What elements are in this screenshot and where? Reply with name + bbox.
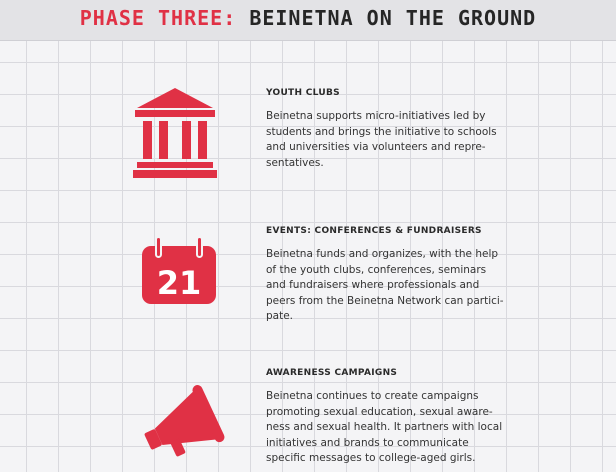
- section-body: Beinetna funds and organizes, with the help of the youth clubs, conferences, seminars and fundraisers where professionals and peers from the Beinetna Network can partici- pate.: [266, 248, 504, 322]
- section-youth-clubs: [266, 88, 516, 171]
- section-body: Beinetna continues to create campaigns promoting sexual education, sexual aware- ness and sexual health. It partners with local initiatives and brands to communicate specific messages to college-aged girls.: [266, 390, 503, 464]
- megaphone-icon: [134, 380, 234, 460]
- section-title: YOUTH CLUBS: [266, 88, 340, 98]
- section-events: [266, 226, 516, 325]
- banner-title: [0, 6, 616, 30]
- banner-subtitle: BEINETNA ON THE GROUND: [249, 6, 537, 30]
- section-body: Beinetna supports micro-initiatives led by students and brings the initiative to schools and universities via volunteers and repre- sentatives.: [266, 110, 497, 169]
- calendar-icon: [140, 236, 218, 306]
- building-icon: [133, 86, 217, 180]
- section-title: EVENTS: CONFERENCES & FUNDRAISERS: [266, 226, 482, 236]
- section-title: AWARENESS CAMPAIGNS: [266, 368, 398, 378]
- banner-phase: PHASE THREE:: [79, 6, 237, 30]
- calendar-day: 21: [156, 264, 202, 302]
- section-awareness: [266, 368, 516, 467]
- banner: [0, 0, 616, 41]
